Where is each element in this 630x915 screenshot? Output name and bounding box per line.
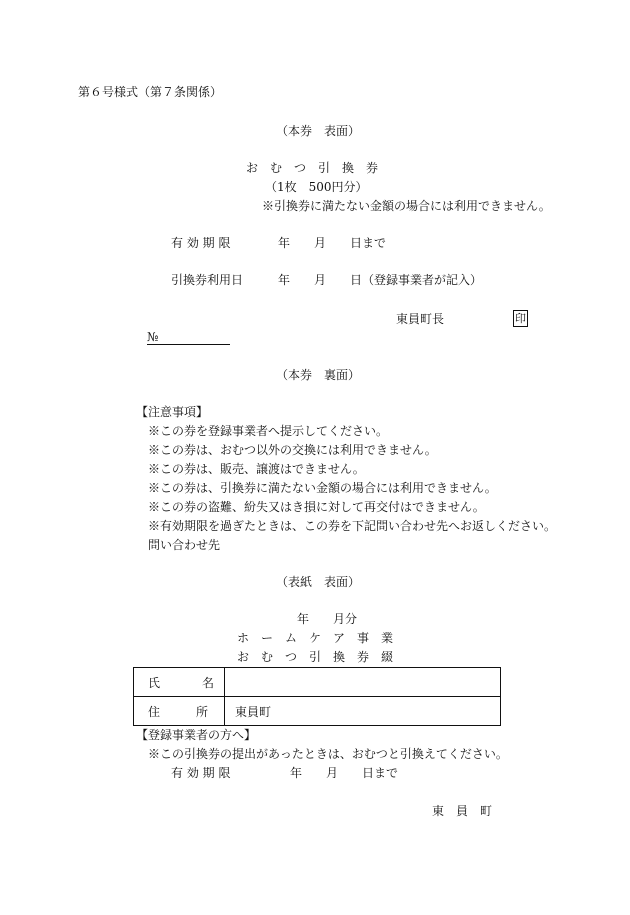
cover-expiry-value: 年 月 日まで	[290, 766, 399, 780]
notice-item: ※この券は、販売、譲渡はできません。	[148, 462, 365, 476]
notice-heading: 【注意事項】	[136, 405, 209, 419]
front-title: お む つ 引 換 券	[246, 161, 379, 175]
address-label-b: 所	[195, 704, 208, 719]
address-value-cell: 東員町	[225, 697, 501, 726]
cover-section-label: （表紙 表面）	[276, 575, 361, 589]
front-expiry-label: 有 効 期 限	[171, 236, 231, 250]
front-use-date-value: 年 月 日（登録事業者が記入）	[278, 273, 483, 287]
form-id: 第６号様式（第７条関係）	[78, 85, 223, 99]
front-section-label: （本券 表面）	[276, 124, 361, 138]
notice-item: ※有効期限を過ぎたときは、この券を下記問い合わせ先へお返しください。	[148, 519, 557, 533]
vendor-note: ※この引換券の提出があったときは、おむつと引換えてください。	[148, 747, 508, 761]
front-number-label: №	[147, 330, 159, 344]
address-label-a: 住	[148, 704, 161, 719]
seal-stamp: 印	[515, 312, 526, 325]
cover-title-line2: お む つ 引 換 券 綴	[237, 650, 394, 664]
number-underline	[147, 344, 230, 345]
back-section-label: （本券 裏面）	[276, 368, 361, 382]
front-use-date-label: 引換券利用日	[171, 273, 244, 287]
front-expiry-value: 年 月 日まで	[278, 236, 387, 250]
cover-info-table	[133, 667, 501, 726]
table-row	[134, 697, 501, 726]
address-label-cell	[134, 697, 225, 726]
contact-label: 問い合わせ先	[148, 538, 221, 552]
notice-item: ※この券を登録事業者へ提示してください。	[148, 424, 389, 438]
name-label-b: 名	[201, 675, 214, 690]
vendor-heading: 【登録事業者の方へ】	[136, 728, 257, 742]
cover-expiry-label: 有 効 期 限	[171, 766, 231, 780]
cover-town: 東 員 町	[432, 804, 493, 818]
front-issuer: 東員町長	[396, 312, 445, 326]
name-value-cell	[225, 668, 501, 697]
name-label-a: 氏	[148, 675, 161, 690]
front-value: （1枚 500円分）	[265, 180, 368, 194]
notice-item: ※この券は、おむつ以外の交換には利用できません。	[148, 443, 437, 457]
front-note: ※引換券に満たない金額の場合には利用できません。	[262, 199, 551, 213]
notice-item: ※この券の盗難、紛失又はき損に対して再交付はできません。	[148, 500, 485, 514]
notice-item: ※この券は、引換券に満たない金額の場合には利用できません。	[148, 481, 497, 495]
cover-title-line1: ホ ー ム ケ ア 事 業	[237, 631, 394, 645]
name-label-cell	[134, 668, 225, 697]
table-row	[134, 668, 501, 697]
cover-year-month: 年 月分	[297, 612, 358, 626]
